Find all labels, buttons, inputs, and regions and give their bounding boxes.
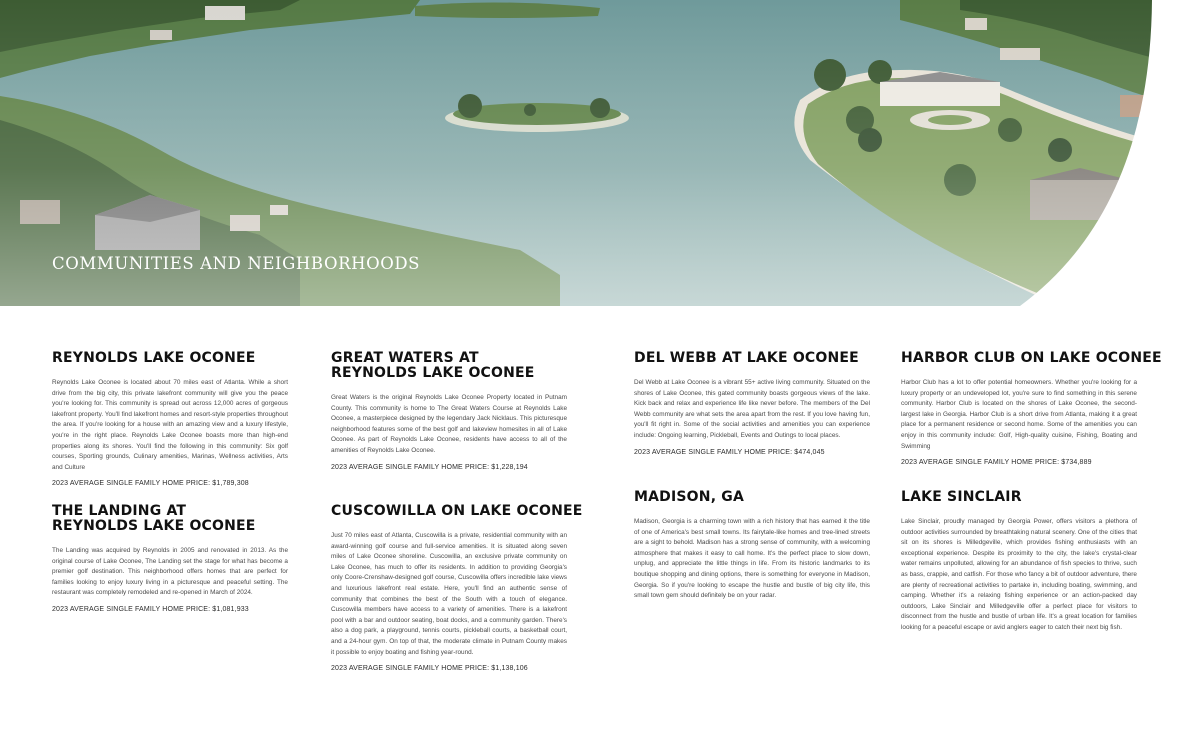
average-home-price: 2023 AVERAGE SINGLE FAMILY HOME PRICE: $1,228,194 — [331, 463, 528, 471]
section-title: HARBOR CLUB ON LAKE OCONEE — [901, 350, 1162, 366]
section-lake-sinclair — [901, 490, 1137, 634]
section-body: Del Webb at Lake Oconee is a vibrant 55+ active living community. Situated on the shores of Lake Oconee, this gated community boasts gorgeous views of the lake. Kick back and relax and experience life like never before. The members of the Del Webb community are what sets the area apart from the rest. If you love having fun, you'll fit right in. Some of the social activities and amenities you can experience include: Ongoing learning, Pickleball, Events and Outings to local places. — [634, 379, 870, 439]
average-home-price: 2023 AVERAGE SINGLE FAMILY HOME PRICE: $1,138,106 — [331, 665, 528, 673]
average-home-price: 2023 AVERAGE SINGLE FAMILY HOME PRICE: $734,889 — [901, 459, 1092, 467]
section-body: Just 70 miles east of Atlanta, Cuscowilla is a private, residential community with an award-winning golf course and full-service amenities. It is situated along seven miles of Lake Oconee shoreline. Cuscowilla, an exclusive private community on Lake Oconee, has much to offer its residents. In addition to providing Georgia's only Coore-Crenshaw-designed golf course, Cuscowilla offers incredible lake views and luxurious lakefront real estate. Here, you'll find an authentic sense of community that combines the best of the South with a touch of elegance. Cuscowilla members have access to a variety of amenities. There is a lakefront pool with a bar and outdoor seating, boat docks, and a community garden. There's also a dog park, a playground, tennis courts, pickleball courts, a basketball court, and a 24-hour gym. On top of that, the moderate climate in Putnam County makes it possible to enjoy boating and fishing year-round. — [331, 532, 567, 656]
section-title: GREAT WATERS AT REYNOLDS LAKE OCONEE — [331, 350, 535, 381]
section-harbor-club — [901, 350, 1162, 468]
section-title: MADISON, GA — [634, 489, 745, 505]
section-body: Reynolds Lake Oconee is located about 70 miles east of Atlanta. While a short drive from the big city, this private lakefront community will give you the peace you're looking for. This community is spread out across 12,000 acres of gorgeous lakefront property. You'll find lakefront homes and resort-style properties throughout the area. If you're looking for a house with an amazing view and a luxury lifestyle, you're in the right place. Reynolds Lake Oconee boasts more than high-end properties along its shores. You'll find the following in this community: Six golf courses, Sporting grounds, Culinary amenities, Marinas, Wellness activities, Arts and Culture — [52, 379, 288, 471]
section-title: THE LANDING AT REYNOLDS LAKE OCONEE — [52, 503, 256, 534]
section-title: DEL WEBB AT LAKE OCONEE — [634, 350, 859, 366]
section-body: Madison, Georgia is a charming town with a rich history that has earned it the title of one of America's best small towns. Its fairytale-like homes and tree-lined streets are a sight to behold. Madison has a strong sense of community, with a welcoming atmosphere that makes it easy to call home. It's the perfect place to slow down, unplug, and appreciate the little things in life. From its historic landmarks to its boutique shopping and dining options, there is something for everyone in Madison, Georgia. So if you're looking to escape the hustle and bustle of big city life, this small town gem should definitely be on your radar. — [634, 518, 870, 600]
section-body: Great Waters is the original Reynolds Lake Oconee Property located in Putnam County. This community is home to The Great Waters Course at Reynolds Lake Oconee, a masterpiece designed by the legendary Jack Nicklaus. This picturesque neighborhood features some of the best golf and lakeview homesites in all of Lake Oconee. As part of Reynolds Lake Oconee, residents have access to all of the amenities of Reynolds Lake Oconee. — [331, 394, 567, 454]
section-madison-ga — [634, 490, 870, 602]
section-body: Harbor Club has a lot to offer potential homeowners. Whether you're looking for a luxury property or an undeveloped lot, you're sure to find something in this serene community. Harbor Club is located on the shores of Lake Oconee, the second-largest lake in Georgia. Harbor Club is a short drive from Atlanta, making it a great place for a permanent residence or second home. Some of the amenities you can enjoy in this community include: Golf, High-quality cuisine, Fishing, Boating and Swimming — [901, 379, 1137, 450]
average-home-price: 2023 AVERAGE SINGLE FAMILY HOME PRICE: $1,081,933 — [52, 605, 249, 613]
section-del-webb — [634, 351, 870, 458]
section-title: REYNOLDS LAKE OCONEE — [52, 350, 256, 366]
section-reynolds-lake-oconee — [52, 351, 288, 489]
hero-photo — [0, 0, 1200, 306]
page-title: COMMUNITIES AND NEIGHBORHOODS — [52, 254, 421, 273]
section-great-waters — [331, 351, 567, 473]
section-title: CUSCOWILLA ON LAKE OCONEE — [331, 503, 583, 519]
section-cuscowilla — [331, 503, 583, 674]
section-title: LAKE SINCLAIR — [901, 489, 1022, 505]
average-home-price: 2023 AVERAGE SINGLE FAMILY HOME PRICE: $1,789,308 — [52, 480, 249, 488]
section-body: Lake Sinclair, proudly managed by Georgia Power, offers visitors a plethora of outdoor activities surrounded by breathtaking natural scenery. One of the cities that sit on its shores is Milledgeville, which provides fishing enthusiasts with an exceptional experience. Despite its proximity to the city, the lake's crystal-clear water remains unpolluted, allowing for an abundance of fish species to thrive, such as bass, crappie, and catfish. For those who fancy a bit of outdoor adventure, there are plenty of recreational activities to partake in, including boating, swimming, and camping. Whether it's a relaxing fishing experience or an action-packed day outdoors, Lake Sinclair and Milledgeville offer a perfect place for visitors to disconnect from the hustle and bustle of urban life. It's a great location for families looking for a peaceful escape or avid anglers eager to catch their next big fish. — [901, 518, 1137, 631]
average-home-price: 2023 AVERAGE SINGLE FAMILY HOME PRICE: $474,045 — [634, 448, 825, 456]
section-body: The Landing was acquired by Reynolds in 2005 and renovated in 2013. As the original course of Lake Oconee, The Landing set the stage for what has become a premier golf destination. This neighborhood offers homes that are perfect for families looking to enjoy luxury living in a picturesque and peaceful setting. The restaurant was completely remodeled and re-opened in March of 2024. — [52, 547, 288, 597]
section-the-landing — [52, 504, 288, 615]
